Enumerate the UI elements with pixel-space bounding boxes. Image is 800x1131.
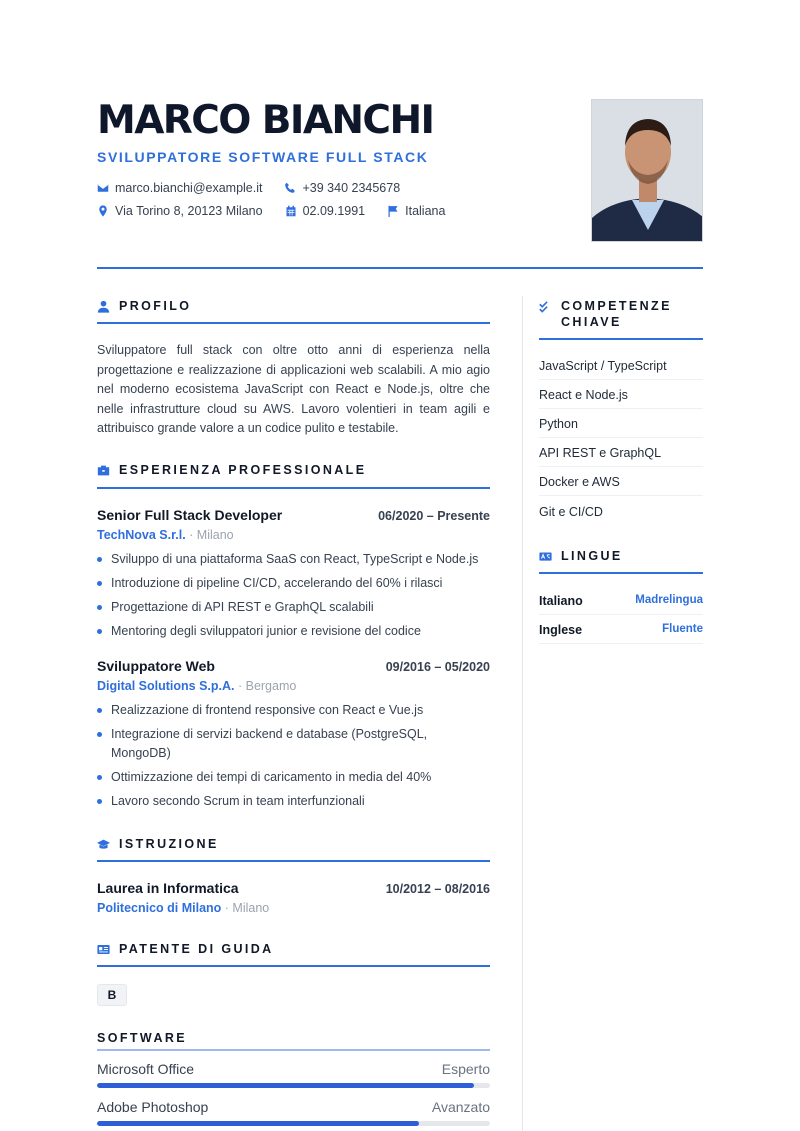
contact-row-1 [97,181,422,195]
profile-photo [591,99,703,242]
section-rule-experience [97,487,490,489]
section-title-education: ISTRUZIONE [97,837,219,851]
skill-item: JavaScript / TypeScript [539,359,703,380]
section-rule-skills [539,338,703,340]
skill-item: API REST e GraphQL [539,446,703,467]
language-name: Italiano [539,594,583,608]
section-title-skills: COMPETENZE CHIAVE [539,299,672,329]
contact-phone[interactable] [284,181,400,195]
list-item: Progettazione di API REST e GraphQL scalabili [97,598,490,617]
job-bullets [97,701,490,816]
list-item: Sviluppo di una piattaforma SaaS con React, TypeScript e Node.js [97,550,490,569]
skill-item: Docker e AWS [539,475,703,496]
software-name: Microsoft Office [97,1061,194,1077]
education-school [97,901,269,915]
language-icon [539,550,552,563]
calendar-icon [285,205,297,217]
language-level: Madrelingua [635,594,703,606]
list-item: Integrazione di servizi backend e database (PostgreSQL, MongoDB) [97,725,490,763]
software-bar-fill [97,1083,474,1088]
job-company [97,528,234,542]
company-location: · Milano [185,528,234,542]
section-title-profile: PROFILO [97,299,191,313]
company-location: · Bergamo [234,679,297,693]
briefcase-icon [97,464,110,477]
job-title: Senior Full Stack Developer [97,507,283,523]
contact-row-2 [97,204,467,218]
language-name: Inglese [539,623,583,637]
section-title-experience: ESPERIENZA PROFESSIONALE [97,463,366,477]
list-item: Realizzazione di frontend responsive con React e Vue.js [97,701,490,720]
contact-birthdate [285,204,366,218]
column-divider [522,296,523,1131]
section-title-languages: LINGUE [539,549,623,563]
contact-email[interactable] [97,181,262,195]
map-pin-icon [97,205,109,217]
language-item [539,623,703,644]
section-title-license: PATENTE DI GUIDA [97,942,274,956]
birthdate-text: 02.09.1991 [302,204,366,218]
job-bullets [97,550,490,646]
list-item: Mentoring degli sviluppatori junior e revisione del codice [97,622,490,641]
section-rule-software [97,1049,490,1051]
flag-icon [387,205,399,217]
school-location: · Milano [221,901,270,915]
section-rule-license [97,965,490,967]
skill-item: Git e CI/CD [539,505,603,519]
list-item: Lavoro secondo Scrum in team interfunzionali [97,792,490,811]
software-name: Adobe Photoshop [97,1099,209,1115]
address-text: Via Torino 8, 20123 Milano [115,204,263,218]
license-badge: B [97,984,127,1006]
software-bar [97,1121,490,1126]
software-bar-fill [97,1121,419,1126]
education-dates: 10/2012 – 08/2016 [385,882,490,896]
nationality-text: Italiana [405,204,446,218]
header-divider [97,267,703,269]
phone-icon [284,182,296,194]
software-level: Esperto [441,1061,490,1077]
email-text: marco.bianchi@example.it [115,181,263,195]
skill-item: React e Node.js [539,388,703,409]
skill-item: Python [539,417,703,438]
candidate-name: MARCO BIANCHI [97,98,434,143]
section-rule-profile [97,322,490,324]
profile-text: Sviluppatore full stack con oltre otto anni di esperienza nella progettazione e realizzazione di applicazioni web scalabili. A mio agio nel moderno ecosistema JavaScript con React e Node.js, oltre che nelle infrastrutture cloud su AWS. Lavoro volentieri in team agili e attribuisco grande valore a un codice pulito e testabile. [97,343,490,436]
software-bar [97,1083,490,1088]
company-name: Digital Solutions S.p.A. [97,679,235,693]
contact-nationality [387,204,445,218]
software-level: Avanzato [431,1099,490,1115]
company-name: TechNova S.r.l. [97,528,186,542]
job-title: Sviluppatore Web [97,658,215,674]
section-rule-education [97,860,490,862]
job-role: SVILUPPATORE SOFTWARE FULL STACK [97,149,429,165]
degree-title: Laurea in Informatica [97,880,239,896]
school-name: Politecnico di Milano [97,901,222,915]
language-item [539,594,703,615]
phone-text: +39 340 2345678 [302,181,401,195]
double-check-icon [539,301,552,314]
job-dates: 09/2016 – 05/2020 [385,660,490,674]
job-company [97,679,296,693]
section-title-software: SOFTWARE [97,1031,188,1045]
list-item: Ottimizzazione dei tempi di caricamento in media del 40% [97,768,490,787]
job-dates: 06/2020 – Presente [378,509,490,523]
list-item: Introduzione di pipeline CI/CD, accelerando del 60% i rilasci [97,574,490,593]
contact-address [97,204,263,218]
graduation-cap-icon [97,838,110,851]
user-icon [97,300,110,313]
section-rule-languages [539,572,703,574]
envelope-icon [97,182,109,194]
language-level: Fluente [662,623,703,635]
id-card-icon [97,943,110,956]
